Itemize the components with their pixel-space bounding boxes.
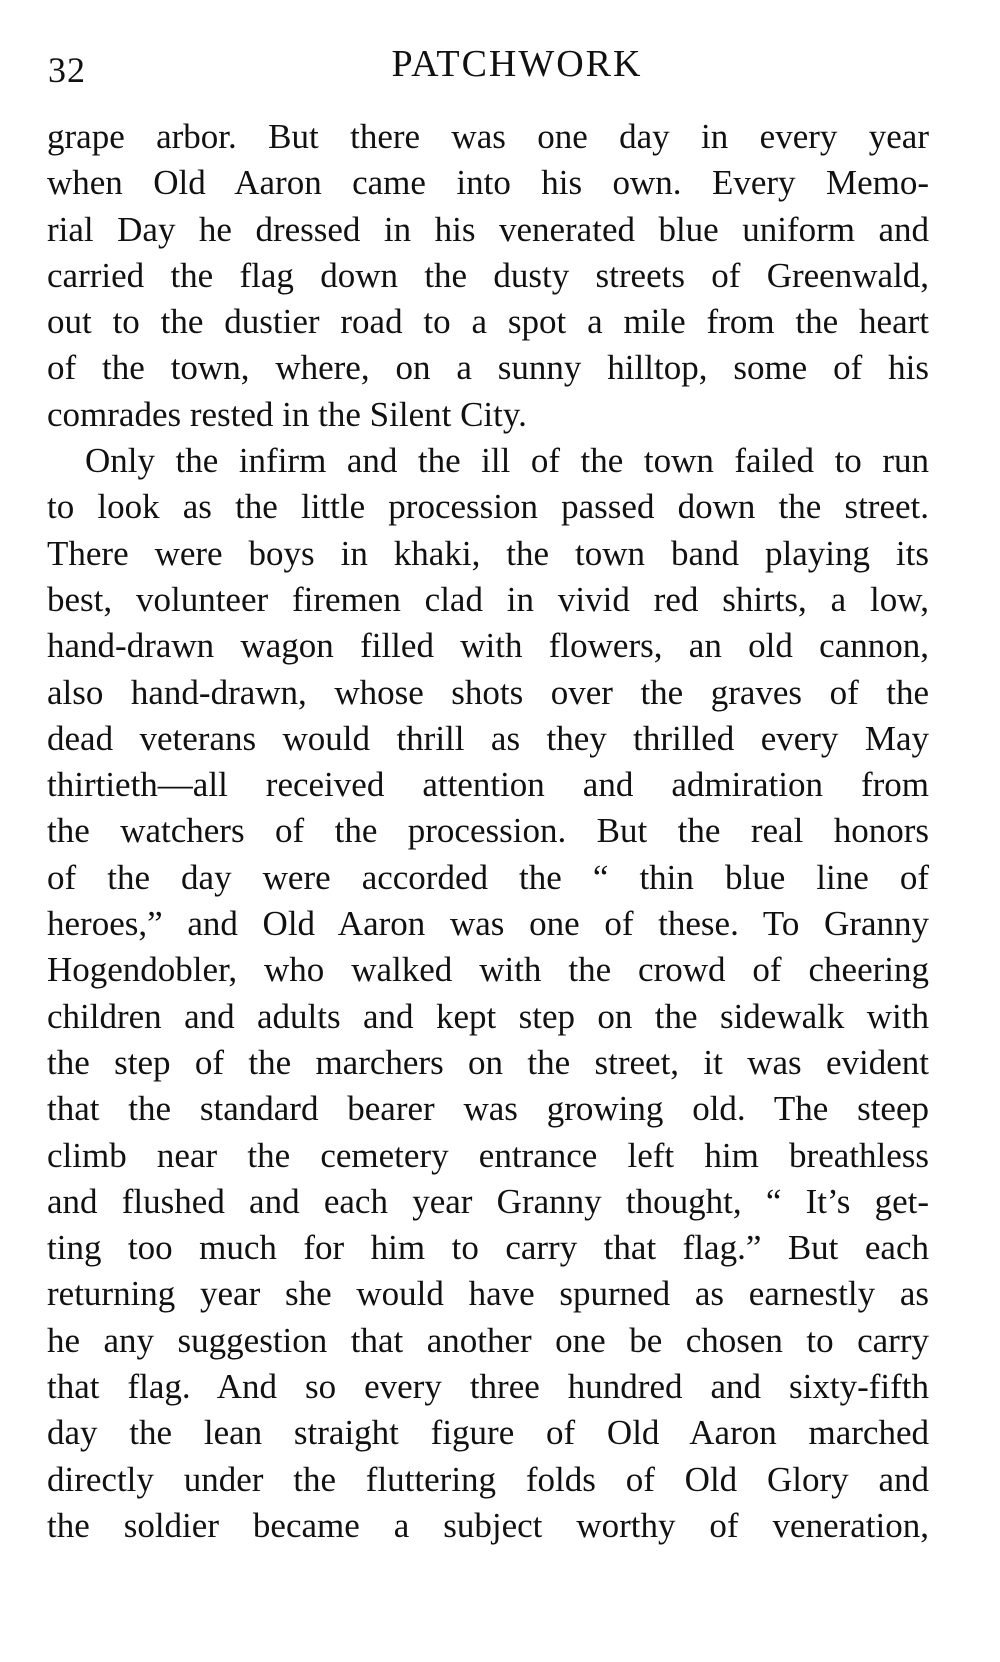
text-line: he any suggestion that another one be chosen to carry bbox=[47, 1320, 929, 1360]
text-line: There were boys in khaki, the town band playing its bbox=[47, 533, 929, 573]
text-line: the step of the marchers on the street, it was evident bbox=[47, 1042, 929, 1082]
text-line: Hogendobler, who walked with the crowd of cheering bbox=[47, 950, 929, 990]
text-line: that the standard bearer was growing old. The steep bbox=[47, 1089, 929, 1129]
running-head: PATCHWORK bbox=[391, 43, 643, 85]
text-line: grape arbor. But there was one day in every year bbox=[47, 117, 929, 156]
text-line: ting too much for him to carry that flag.” But each bbox=[47, 1228, 929, 1268]
text-line: children and adults and kept step on the sidewalk with bbox=[47, 996, 929, 1036]
text-line: directly under the fluttering folds of Old Glory and bbox=[47, 1459, 929, 1499]
text-line: best, volunteer firemen clad in vivid red shirts, a low, bbox=[47, 579, 929, 619]
text-line: carried the flag down the dusty streets of Greenwald, bbox=[47, 255, 929, 295]
text-line: out to the dustier road to a spot a mile from the heart bbox=[47, 302, 929, 342]
text-line: also hand-drawn, whose shots over the graves of the bbox=[47, 672, 929, 712]
text-line: day the lean straight figure of Old Aaron marched bbox=[47, 1413, 929, 1453]
text-line: and flushed and each year Granny thought, “ It’s get- bbox=[47, 1181, 929, 1221]
text-line: comrades rested in the Silent City. bbox=[47, 394, 527, 434]
text-line: rial Day he dressed in his venerated blue uniform and bbox=[47, 209, 929, 249]
page-number: 32 bbox=[48, 50, 86, 90]
text-line: thirtieth—all received attention and admiration from bbox=[47, 765, 929, 805]
text-line: the soldier became a subject worthy of veneration, bbox=[47, 1505, 929, 1545]
text-line: Only the infirm and the ill of the town failed to run bbox=[85, 441, 929, 481]
text-line: that flag. And so every three hundred and sixty-fifth bbox=[47, 1367, 929, 1407]
text-line: returning year she would have spurned as earnestly as bbox=[47, 1274, 929, 1314]
body-text bbox=[47, 114, 929, 1549]
text-line: when Old Aaron came into his own. Every Memo- bbox=[47, 163, 929, 203]
text-line: the watchers of the procession. But the real honors bbox=[47, 811, 929, 851]
text-line: climb near the cemetery entrance left him breathless bbox=[47, 1135, 929, 1175]
text-line: to look as the little procession passed down the street. bbox=[47, 487, 929, 527]
text-line: dead veterans would thrill as they thrilled every May bbox=[47, 718, 929, 758]
page-header bbox=[48, 38, 978, 98]
text-line: heroes,” and Old Aaron was one of these. To Granny bbox=[47, 904, 929, 944]
text-line: of the town, where, on a sunny hilltop, some of his bbox=[47, 348, 929, 388]
text-line: of the day were accorded the “ thin blue line of bbox=[47, 857, 929, 897]
text-line: hand-drawn wagon filled with flowers, an old cannon, bbox=[47, 626, 929, 666]
